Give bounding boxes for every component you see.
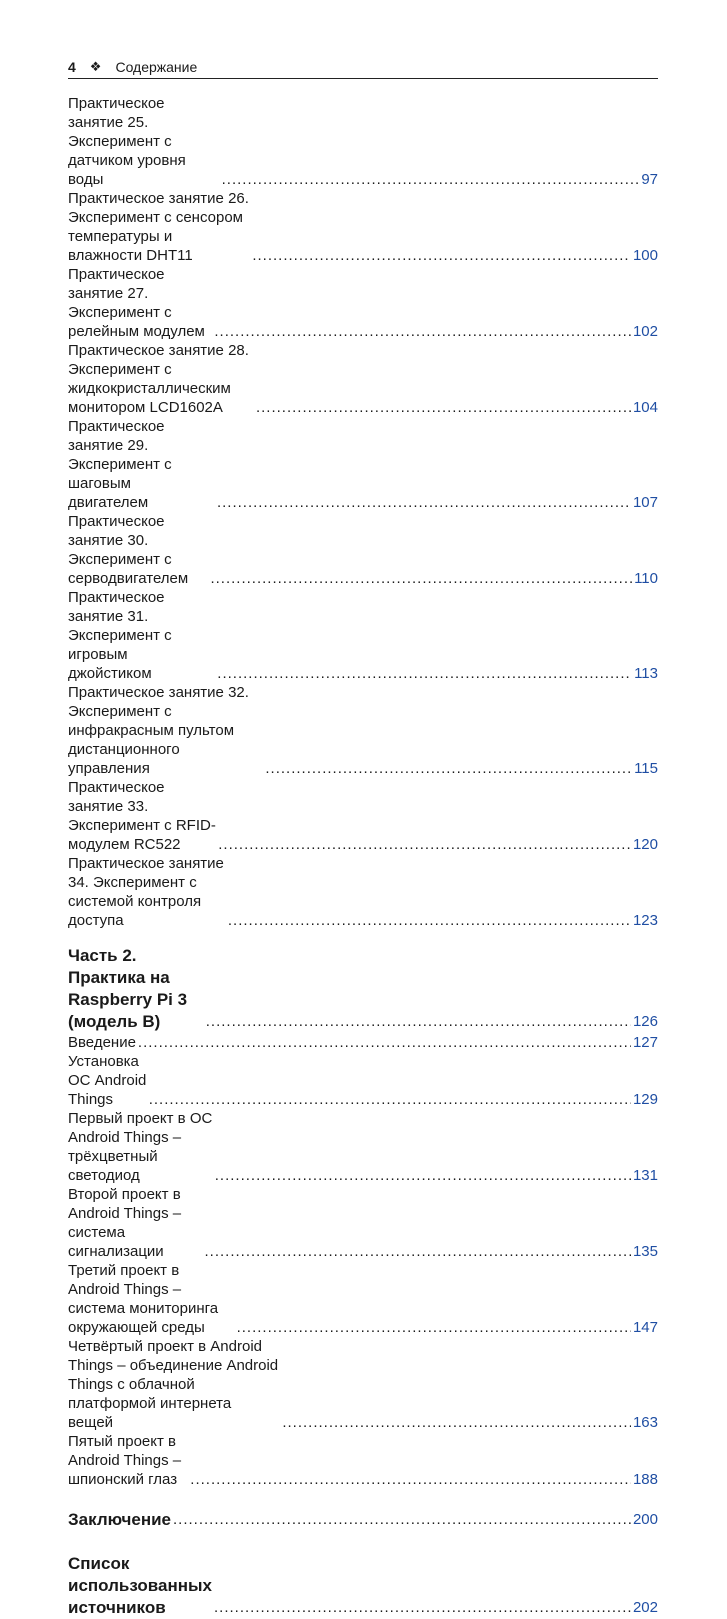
toc-entry-title: Пятый проект в Android Things – шпионский глаз bbox=[68, 1433, 182, 1488]
leader-dots bbox=[217, 664, 632, 683]
toc-page-link[interactable]: 97 bbox=[641, 171, 658, 188]
leader-dots bbox=[218, 835, 631, 854]
toc-page-link[interactable]: 110 bbox=[634, 570, 658, 587]
leader-dots bbox=[282, 1413, 631, 1432]
toc-entry-title: Практическое занятие 30. Эксперимент с серводвигателем bbox=[68, 513, 189, 587]
toc-entry-title: Практическое занятие 31. Эксперимент с игровым джойстиком bbox=[68, 589, 172, 682]
toc-entry-title: Четвёртый проект в Android Things – объединение Android Things с облачной платформой интернета вещей bbox=[68, 1338, 279, 1431]
toc-entry[interactable] bbox=[68, 778, 658, 854]
toc-page-link[interactable]: 126 bbox=[632, 1013, 658, 1030]
toc-page-link[interactable]: 188 bbox=[632, 1471, 658, 1488]
toc-part-heading[interactable] bbox=[68, 1553, 658, 1619]
leader-dots bbox=[206, 1011, 631, 1033]
part-title: Список использованных источников bbox=[68, 1554, 212, 1617]
toc-entry-title: Практическое занятие 26. Эксперимент с сенсором температуры и влажности DHT11 bbox=[68, 190, 249, 264]
leader-dots bbox=[149, 1090, 631, 1109]
toc-entry[interactable] bbox=[68, 683, 658, 778]
part-title: Часть 2. Практика на Raspberry Pi 3 (модель B) bbox=[68, 946, 188, 1031]
toc-page-link[interactable]: 147 bbox=[632, 1319, 658, 1336]
toc-entry[interactable] bbox=[68, 854, 658, 930]
leader-dots bbox=[204, 1242, 630, 1261]
header-title: Содержание bbox=[115, 59, 198, 75]
toc-page-link[interactable]: 202 bbox=[632, 1599, 658, 1616]
toc-entry[interactable] bbox=[68, 341, 658, 417]
toc-entry[interactable] bbox=[68, 265, 658, 341]
leader-dots bbox=[265, 759, 632, 778]
toc-entry-title: Третий проект в Android Things – система мониторинга окружающей среды bbox=[68, 1262, 219, 1336]
toc-page-link[interactable]: 127 bbox=[632, 1034, 658, 1051]
toc-entry[interactable] bbox=[68, 588, 658, 683]
toc-entry-title: Практическое занятие 28. Эксперимент с жидкокристаллическим монитором LCD1602A bbox=[68, 342, 249, 416]
toc-page-link[interactable]: 129 bbox=[632, 1091, 658, 1108]
leader-dots bbox=[190, 1470, 631, 1489]
running-header bbox=[68, 56, 658, 79]
toc-entry-title: Установка ОС Android Things bbox=[68, 1053, 147, 1108]
toc-page-link[interactable]: 135 bbox=[632, 1243, 658, 1260]
toc-part-heading[interactable] bbox=[68, 1509, 658, 1531]
toc-part-heading[interactable] bbox=[68, 945, 658, 1033]
leader-dots bbox=[222, 170, 640, 189]
ornament-icon: ❖ bbox=[89, 59, 102, 74]
toc-page-link[interactable]: 163 bbox=[632, 1414, 658, 1431]
toc-entry[interactable] bbox=[68, 1261, 658, 1337]
toc-page-link[interactable]: 100 bbox=[632, 247, 658, 264]
leader-dots bbox=[173, 1509, 631, 1531]
toc-entry-title: Второй проект в Android Things – система сигнализации bbox=[68, 1186, 182, 1260]
toc-entry[interactable] bbox=[68, 94, 658, 189]
toc-page-link[interactable]: 115 bbox=[634, 760, 658, 777]
leader-dots bbox=[215, 1166, 631, 1185]
toc-entry[interactable] bbox=[68, 1337, 658, 1432]
toc-page-link[interactable]: 107 bbox=[632, 494, 658, 511]
leader-dots bbox=[256, 398, 631, 417]
toc-entry[interactable] bbox=[68, 1185, 658, 1261]
toc-page-link[interactable]: 104 bbox=[632, 399, 658, 416]
part-title: Заключение bbox=[68, 1510, 171, 1529]
toc-entry[interactable] bbox=[68, 1052, 658, 1109]
toc-page-link[interactable]: 120 bbox=[632, 836, 658, 853]
toc-entry[interactable] bbox=[68, 1033, 658, 1052]
toc-page-link[interactable]: 200 bbox=[632, 1511, 658, 1528]
toc-entry-title: Практическое занятие 34. Эксперимент с системой контроля доступа bbox=[68, 855, 224, 929]
toc-page-link[interactable]: 113 bbox=[634, 665, 658, 682]
toc-page-link[interactable]: 102 bbox=[632, 323, 658, 340]
leader-dots bbox=[138, 1033, 631, 1052]
leader-dots bbox=[228, 911, 631, 930]
page-number: 4 bbox=[68, 59, 76, 75]
toc-page-link[interactable]: 123 bbox=[632, 912, 658, 929]
toc-entry-title: Введение bbox=[68, 1034, 136, 1051]
toc-entry-title: Практическое занятие 32. Эксперимент с инфракрасным пультом дистанционного управления bbox=[68, 684, 249, 777]
leader-dots bbox=[237, 1318, 631, 1337]
toc-entry[interactable] bbox=[68, 512, 658, 588]
toc-entry-title: Практическое занятие 25. Эксперимент с датчиком уровня воды bbox=[68, 95, 186, 188]
leader-dots bbox=[210, 569, 632, 588]
toc-entry[interactable] bbox=[68, 1109, 658, 1185]
leader-dots bbox=[252, 246, 631, 265]
table-of-contents bbox=[68, 94, 658, 1619]
toc-entry-title: Практическое занятие 29. Эксперимент с шаговым двигателем bbox=[68, 418, 172, 511]
toc-entry-title: Практическое занятие 33. Эксперимент с RFID-модулем RC522 bbox=[68, 779, 216, 853]
toc-entry[interactable] bbox=[68, 1432, 658, 1489]
toc-entry[interactable] bbox=[68, 417, 658, 512]
toc-entry-title: Первый проект в ОС Android Things – трёхцветный светодиод bbox=[68, 1110, 213, 1184]
leader-dots bbox=[214, 1597, 631, 1619]
toc-page-link[interactable]: 131 bbox=[632, 1167, 658, 1184]
leader-dots bbox=[214, 322, 631, 341]
leader-dots bbox=[217, 493, 631, 512]
toc-entry-title: Практическое занятие 27. Эксперимент с релейным модулем bbox=[68, 266, 205, 340]
toc-entry[interactable] bbox=[68, 189, 658, 265]
